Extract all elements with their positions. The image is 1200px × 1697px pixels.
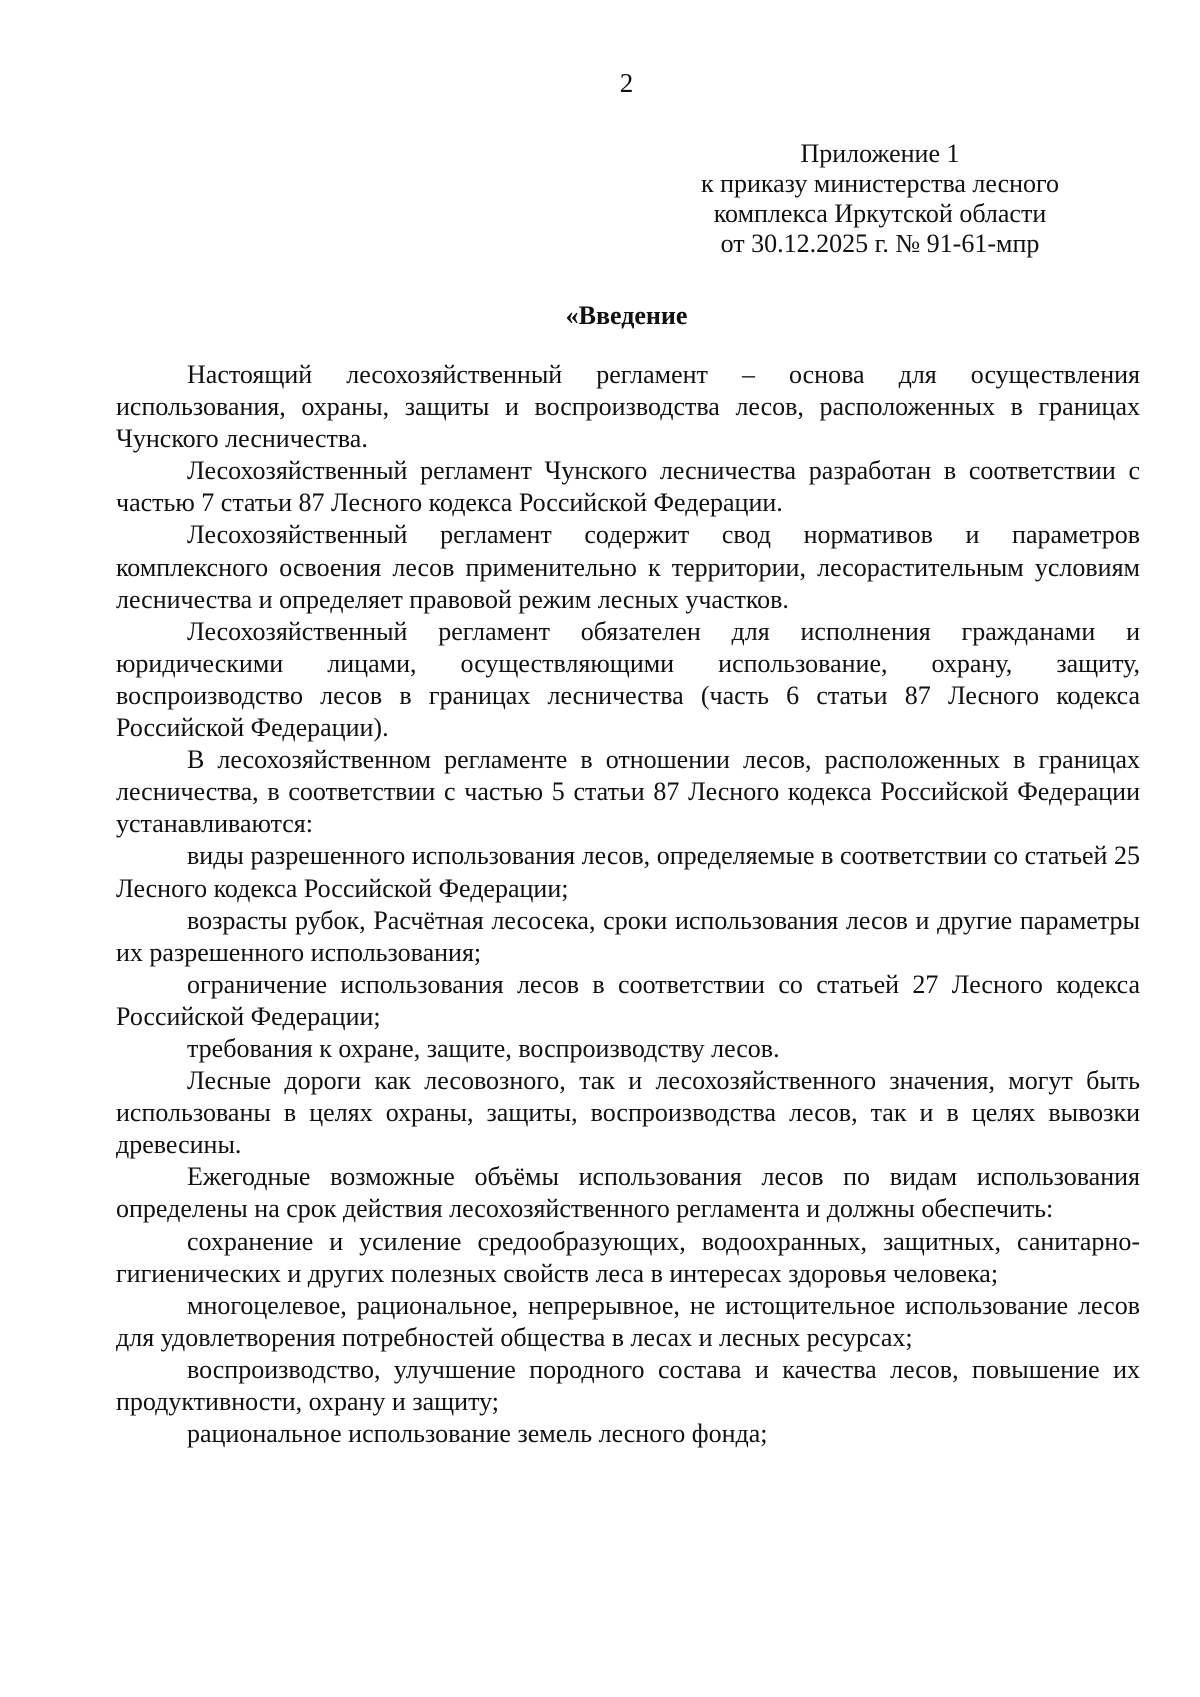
appendix-ministry-line: комплекса Иркутской области <box>713 199 1047 228</box>
paragraph: Лесохозяйственный регламент обязателен для исполнения гражданами и юридическими лицами, осуществляющими использование, охрану, защиту, воспроизводство лесов в границах лесничества (часть 6 статьи 87 Лесного кодекса Российской Федерации). <box>116 616 1140 743</box>
paragraph: Ежегодные возможные объёмы использования лесов по видам использования определены на срок действия лесохозяйственного регламента и должны обеспечить: <box>116 1162 1140 1224</box>
appendix-order-line: к приказу министерства лесного <box>700 169 1060 198</box>
page-number: 2 <box>619 68 634 98</box>
list-item: рациональное использование земель лесного фонда; <box>187 1419 768 1449</box>
paragraph: В лесохозяйственном регламенте в отношении лесов, расположенных в границах лесничества, в соответствии с частью 5 статьи 87 Лесного кодекса Российской Федерации устанавливаются: <box>116 745 1140 839</box>
list-item: сохранение и усиление средообразующих, водоохранных, защитных, санитарно-гигиенических и других полезных свойств леса в интересах здоровья человека; <box>116 1226 1140 1288</box>
paragraph: Лесохозяйственный регламент Чунского лесничества разработан в соответствии с частью 7 статьи 87 Лесного кодекса Российской Федерации. <box>116 456 1140 518</box>
appendix-date-number: от 30.12.2025 г. № 91-61-мпр <box>720 229 1040 258</box>
appendix-block <box>690 139 1070 259</box>
list-item: многоцелевое, рациональное, непрерывное, не истощительное использование лесов для удовлетворения потребностей общества в лесах и лесных ресурсах; <box>116 1290 1140 1352</box>
list-item: возрасты рубок, Расчётная лесосека, сроки использования лесов и другие параметры их разрешенного использования; <box>116 905 1140 967</box>
appendix-title: Приложение 1 <box>800 139 960 168</box>
list-item: виды разрешенного использования лесов, определяемые в соответствии со статьей 25 Лесного кодекса Российской Федерации; <box>116 841 1140 903</box>
paragraph: Лесные дороги как лесовозного, так и лесохозяйственного значения, могут быть использованы в целях охраны, защиты, воспроизводства лесов, так и в целях вывозки древесины. <box>116 1066 1140 1160</box>
list-item: ограничение использования лесов в соответствии со статьей 27 Лесного кодекса Российской Федерации; <box>116 969 1140 1031</box>
paragraph: Лесохозяйственный регламент содержит свод нормативов и параметров комплексного освоения лесов применительно к территории, лесорастительным условиям лесничества и определяет правовой режим лесных участков. <box>116 520 1140 614</box>
section-heading: «Введение <box>565 301 688 330</box>
paragraph: Настоящий лесохозяйственный регламент – основа для осуществления использования, охраны, защиты и воспроизводства лесов, расположенных в границах Чунского лесничества. <box>116 360 1140 454</box>
list-item: требования к охране, защите, воспроизводству лесов. <box>187 1033 780 1063</box>
document-body <box>116 359 1140 1450</box>
list-item: воспроизводство, улучшение породного состава и качества лесов, повышение их продуктивности, охрану и защиту; <box>116 1354 1140 1416</box>
